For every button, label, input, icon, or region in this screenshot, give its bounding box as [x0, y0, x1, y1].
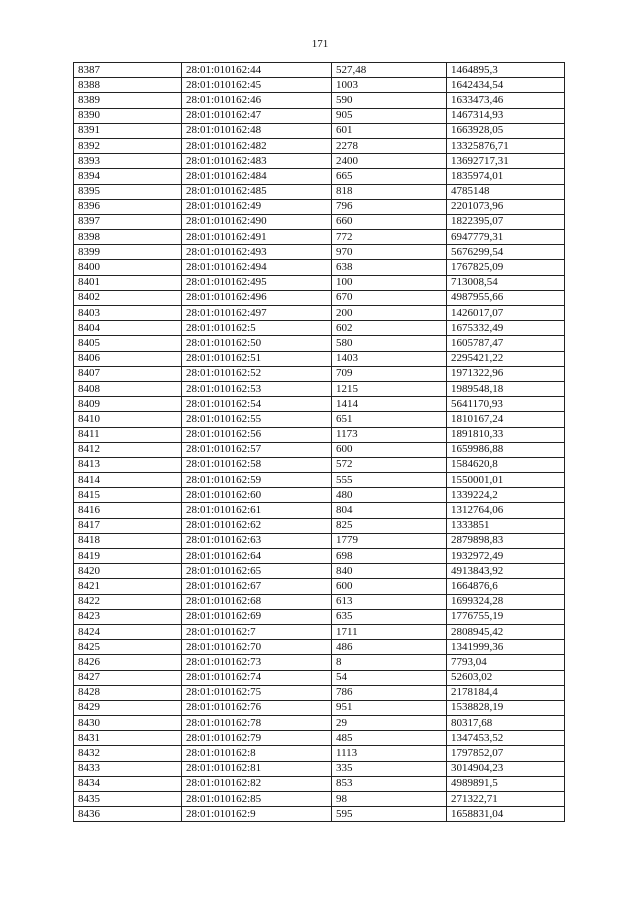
area-cell: 1711 — [332, 624, 447, 639]
cadastral-number-cell: 28:01:010162:70 — [182, 640, 332, 655]
area-cell: 580 — [332, 336, 447, 351]
area-cell: 8 — [332, 655, 447, 670]
row-number-cell: 8427 — [74, 670, 182, 685]
row-number-cell: 8436 — [74, 807, 182, 822]
row-number-cell: 8400 — [74, 260, 182, 275]
cadastral-number-cell: 28:01:010162:67 — [182, 579, 332, 594]
value-cell: 6947779,31 — [447, 230, 565, 245]
table-row — [74, 138, 565, 153]
row-number-cell: 8391 — [74, 123, 182, 138]
table-row — [74, 488, 565, 503]
value-cell: 1467314,93 — [447, 108, 565, 123]
value-cell: 1989548,18 — [447, 381, 565, 396]
cadastral-number-cell: 28:01:010162:497 — [182, 306, 332, 321]
table-row — [74, 503, 565, 518]
area-cell: 485 — [332, 731, 447, 746]
table-row — [74, 761, 565, 776]
cadastral-number-cell: 28:01:010162:484 — [182, 169, 332, 184]
value-cell: 1664876,6 — [447, 579, 565, 594]
value-cell: 4989891,5 — [447, 776, 565, 791]
value-cell: 4785148 — [447, 184, 565, 199]
area-cell: 796 — [332, 199, 447, 214]
table-row — [74, 245, 565, 260]
table-row — [74, 473, 565, 488]
cadastral-number-cell: 28:01:010162:76 — [182, 700, 332, 715]
cadastral-number-cell: 28:01:010162:75 — [182, 685, 332, 700]
value-cell: 2201073,96 — [447, 199, 565, 214]
value-cell: 1633473,46 — [447, 93, 565, 108]
table-row — [74, 397, 565, 412]
value-cell: 1426017,07 — [447, 306, 565, 321]
value-cell: 1312764,06 — [447, 503, 565, 518]
area-cell: 600 — [332, 442, 447, 457]
table-row — [74, 275, 565, 290]
cadastral-number-cell: 28:01:010162:85 — [182, 792, 332, 807]
row-number-cell: 8394 — [74, 169, 182, 184]
cadastral-number-cell: 28:01:010162:60 — [182, 488, 332, 503]
value-cell: 2879898,83 — [447, 533, 565, 548]
table-row — [74, 670, 565, 685]
area-cell: 698 — [332, 549, 447, 564]
table-row — [74, 78, 565, 93]
cadastral-number-cell: 28:01:010162:69 — [182, 609, 332, 624]
row-number-cell: 8408 — [74, 381, 182, 396]
value-cell: 1659986,88 — [447, 442, 565, 457]
table-row — [74, 63, 565, 78]
cadastral-number-cell: 28:01:010162:54 — [182, 397, 332, 412]
area-cell: 29 — [332, 716, 447, 731]
table-row — [74, 230, 565, 245]
row-number-cell: 8417 — [74, 518, 182, 533]
cadastral-number-cell: 28:01:010162:5 — [182, 321, 332, 336]
area-cell: 1779 — [332, 533, 447, 548]
value-cell: 1333851 — [447, 518, 565, 533]
row-number-cell: 8403 — [74, 306, 182, 321]
cadastral-number-cell: 28:01:010162:490 — [182, 214, 332, 229]
cadastral-number-cell: 28:01:010162:59 — [182, 473, 332, 488]
table-row — [74, 655, 565, 670]
table-row — [74, 457, 565, 472]
row-number-cell: 8419 — [74, 549, 182, 564]
area-cell: 1414 — [332, 397, 447, 412]
table-row — [74, 366, 565, 381]
value-cell: 80317,68 — [447, 716, 565, 731]
table-row — [74, 169, 565, 184]
value-cell: 1642434,54 — [447, 78, 565, 93]
area-cell: 638 — [332, 260, 447, 275]
row-number-cell: 8431 — [74, 731, 182, 746]
area-cell: 853 — [332, 776, 447, 791]
table-row — [74, 199, 565, 214]
cadastral-number-cell: 28:01:010162:494 — [182, 260, 332, 275]
area-cell: 600 — [332, 579, 447, 594]
value-cell: 1675332,49 — [447, 321, 565, 336]
table-row — [74, 336, 565, 351]
area-cell: 635 — [332, 609, 447, 624]
cadastral-number-cell: 28:01:010162:50 — [182, 336, 332, 351]
area-cell: 527,48 — [332, 63, 447, 78]
value-cell: 4913843,92 — [447, 564, 565, 579]
value-cell: 1658831,04 — [447, 807, 565, 822]
row-number-cell: 8389 — [74, 93, 182, 108]
value-cell: 5676299,54 — [447, 245, 565, 260]
area-cell: 786 — [332, 685, 447, 700]
area-cell: 1113 — [332, 746, 447, 761]
value-cell: 2178184,4 — [447, 685, 565, 700]
cadastral-number-cell: 28:01:010162:53 — [182, 381, 332, 396]
area-cell: 601 — [332, 123, 447, 138]
cadastral-number-cell: 28:01:010162:483 — [182, 154, 332, 169]
row-number-cell: 8430 — [74, 716, 182, 731]
area-cell: 2278 — [332, 138, 447, 153]
area-cell: 709 — [332, 366, 447, 381]
cadastral-number-cell: 28:01:010162:61 — [182, 503, 332, 518]
table-row — [74, 260, 565, 275]
area-cell: 200 — [332, 306, 447, 321]
area-cell: 555 — [332, 473, 447, 488]
value-cell: 1971322,96 — [447, 366, 565, 381]
cadastral-table — [73, 62, 565, 822]
area-cell: 602 — [332, 321, 447, 336]
row-number-cell: 8402 — [74, 290, 182, 305]
table-row — [74, 731, 565, 746]
area-cell: 1215 — [332, 381, 447, 396]
cadastral-number-cell: 28:01:010162:68 — [182, 594, 332, 609]
area-cell: 335 — [332, 761, 447, 776]
area-cell: 572 — [332, 457, 447, 472]
table-row — [74, 579, 565, 594]
row-number-cell: 8397 — [74, 214, 182, 229]
value-cell: 1797852,07 — [447, 746, 565, 761]
table-row — [74, 746, 565, 761]
row-number-cell: 8420 — [74, 564, 182, 579]
value-cell: 1822395,07 — [447, 214, 565, 229]
table-row — [74, 427, 565, 442]
cadastral-number-cell: 28:01:010162:491 — [182, 230, 332, 245]
table-row — [74, 640, 565, 655]
row-number-cell: 8422 — [74, 594, 182, 609]
row-number-cell: 8393 — [74, 154, 182, 169]
value-cell: 1464895,3 — [447, 63, 565, 78]
cadastral-number-cell: 28:01:010162:58 — [182, 457, 332, 472]
table-row — [74, 381, 565, 396]
area-cell: 651 — [332, 412, 447, 427]
cadastral-number-cell: 28:01:010162:52 — [182, 366, 332, 381]
area-cell: 905 — [332, 108, 447, 123]
area-cell: 660 — [332, 214, 447, 229]
cadastral-number-cell: 28:01:010162:74 — [182, 670, 332, 685]
area-cell: 1003 — [332, 78, 447, 93]
cadastral-number-cell: 28:01:010162:55 — [182, 412, 332, 427]
row-number-cell: 8413 — [74, 457, 182, 472]
cadastral-number-cell: 28:01:010162:82 — [182, 776, 332, 791]
value-cell: 1347453,52 — [447, 731, 565, 746]
row-number-cell: 8387 — [74, 63, 182, 78]
cadastral-number-cell: 28:01:010162:65 — [182, 564, 332, 579]
row-number-cell: 8407 — [74, 366, 182, 381]
cadastral-number-cell: 28:01:010162:49 — [182, 199, 332, 214]
value-cell: 4987955,66 — [447, 290, 565, 305]
table-body — [74, 63, 565, 822]
cadastral-number-cell: 28:01:010162:81 — [182, 761, 332, 776]
row-number-cell: 8411 — [74, 427, 182, 442]
cadastral-number-cell: 28:01:010162:56 — [182, 427, 332, 442]
cadastral-number-cell: 28:01:010162:482 — [182, 138, 332, 153]
table-row — [74, 549, 565, 564]
cadastral-number-cell: 28:01:010162:62 — [182, 518, 332, 533]
value-cell: 271322,71 — [447, 792, 565, 807]
row-number-cell: 8421 — [74, 579, 182, 594]
cadastral-number-cell: 28:01:010162:7 — [182, 624, 332, 639]
value-cell: 1776755,19 — [447, 609, 565, 624]
row-number-cell: 8434 — [74, 776, 182, 791]
value-cell: 1810167,24 — [447, 412, 565, 427]
table-row — [74, 306, 565, 321]
row-number-cell: 8424 — [74, 624, 182, 639]
cadastral-number-cell: 28:01:010162:46 — [182, 93, 332, 108]
row-number-cell: 8429 — [74, 700, 182, 715]
value-cell: 713008,54 — [447, 275, 565, 290]
row-number-cell: 8415 — [74, 488, 182, 503]
value-cell: 1605787,47 — [447, 336, 565, 351]
table-row — [74, 442, 565, 457]
cadastral-number-cell: 28:01:010162:9 — [182, 807, 332, 822]
table-row — [74, 624, 565, 639]
row-number-cell: 8401 — [74, 275, 182, 290]
area-cell: 1173 — [332, 427, 447, 442]
table-row — [74, 594, 565, 609]
row-number-cell: 8406 — [74, 351, 182, 366]
area-cell: 840 — [332, 564, 447, 579]
area-cell: 825 — [332, 518, 447, 533]
value-cell: 1550001,01 — [447, 473, 565, 488]
row-number-cell: 8404 — [74, 321, 182, 336]
value-cell: 1932972,49 — [447, 549, 565, 564]
row-number-cell: 8416 — [74, 503, 182, 518]
value-cell: 1339224,2 — [447, 488, 565, 503]
table-row — [74, 807, 565, 822]
table-row — [74, 533, 565, 548]
row-number-cell: 8418 — [74, 533, 182, 548]
area-cell: 951 — [332, 700, 447, 715]
table-row — [74, 716, 565, 731]
cadastral-number-cell: 28:01:010162:79 — [182, 731, 332, 746]
area-cell: 480 — [332, 488, 447, 503]
value-cell: 13325876,71 — [447, 138, 565, 153]
cadastral-number-cell: 28:01:010162:63 — [182, 533, 332, 548]
table-row — [74, 792, 565, 807]
cadastral-number-cell: 28:01:010162:47 — [182, 108, 332, 123]
table-row — [74, 700, 565, 715]
value-cell: 1891810,33 — [447, 427, 565, 442]
row-number-cell: 8432 — [74, 746, 182, 761]
value-cell: 1699324,28 — [447, 594, 565, 609]
table-row — [74, 214, 565, 229]
value-cell: 3014904,23 — [447, 761, 565, 776]
area-cell: 590 — [332, 93, 447, 108]
row-number-cell: 8398 — [74, 230, 182, 245]
value-cell: 5641170,93 — [447, 397, 565, 412]
table-row — [74, 93, 565, 108]
area-cell: 772 — [332, 230, 447, 245]
row-number-cell: 8388 — [74, 78, 182, 93]
cadastral-number-cell: 28:01:010162:493 — [182, 245, 332, 260]
value-cell: 1538828,19 — [447, 700, 565, 715]
row-number-cell: 8399 — [74, 245, 182, 260]
row-number-cell: 8433 — [74, 761, 182, 776]
row-number-cell: 8409 — [74, 397, 182, 412]
table-row — [74, 108, 565, 123]
table-row — [74, 351, 565, 366]
area-cell: 2400 — [332, 154, 447, 169]
table-row — [74, 518, 565, 533]
value-cell: 1835974,01 — [447, 169, 565, 184]
cadastral-number-cell: 28:01:010162:485 — [182, 184, 332, 199]
row-number-cell: 8392 — [74, 138, 182, 153]
cadastral-number-cell: 28:01:010162:64 — [182, 549, 332, 564]
row-number-cell: 8405 — [74, 336, 182, 351]
cadastral-number-cell: 28:01:010162:495 — [182, 275, 332, 290]
cadastral-number-cell: 28:01:010162:57 — [182, 442, 332, 457]
value-cell: 1767825,09 — [447, 260, 565, 275]
cadastral-number-cell: 28:01:010162:44 — [182, 63, 332, 78]
row-number-cell: 8435 — [74, 792, 182, 807]
area-cell: 54 — [332, 670, 447, 685]
value-cell: 13692717,31 — [447, 154, 565, 169]
row-number-cell: 8423 — [74, 609, 182, 624]
value-cell: 1341999,36 — [447, 640, 565, 655]
row-number-cell: 8390 — [74, 108, 182, 123]
value-cell: 1584620,8 — [447, 457, 565, 472]
page-number: 171 — [311, 38, 329, 50]
value-cell: 2295421,22 — [447, 351, 565, 366]
table-row — [74, 412, 565, 427]
area-cell: 1403 — [332, 351, 447, 366]
table-row — [74, 685, 565, 700]
area-cell: 804 — [332, 503, 447, 518]
area-cell: 818 — [332, 184, 447, 199]
cadastral-number-cell: 28:01:010162:51 — [182, 351, 332, 366]
value-cell: 2808945,42 — [447, 624, 565, 639]
value-cell: 7793,04 — [447, 655, 565, 670]
value-cell: 52603,02 — [447, 670, 565, 685]
table-row — [74, 609, 565, 624]
row-number-cell: 8412 — [74, 442, 182, 457]
row-number-cell: 8426 — [74, 655, 182, 670]
row-number-cell: 8395 — [74, 184, 182, 199]
table-row — [74, 776, 565, 791]
area-cell: 970 — [332, 245, 447, 260]
value-cell: 1663928,05 — [447, 123, 565, 138]
table-row — [74, 321, 565, 336]
cadastral-number-cell: 28:01:010162:8 — [182, 746, 332, 761]
area-cell: 98 — [332, 792, 447, 807]
table-row — [74, 564, 565, 579]
cadastral-number-cell: 28:01:010162:78 — [182, 716, 332, 731]
area-cell: 486 — [332, 640, 447, 655]
row-number-cell: 8414 — [74, 473, 182, 488]
cadastral-number-cell: 28:01:010162:48 — [182, 123, 332, 138]
area-cell: 595 — [332, 807, 447, 822]
table-row — [74, 154, 565, 169]
table-row — [74, 184, 565, 199]
table-row — [74, 123, 565, 138]
row-number-cell: 8410 — [74, 412, 182, 427]
cadastral-number-cell: 28:01:010162:45 — [182, 78, 332, 93]
area-cell: 100 — [332, 275, 447, 290]
cadastral-number-cell: 28:01:010162:496 — [182, 290, 332, 305]
row-number-cell: 8428 — [74, 685, 182, 700]
row-number-cell: 8425 — [74, 640, 182, 655]
area-cell: 670 — [332, 290, 447, 305]
row-number-cell: 8396 — [74, 199, 182, 214]
area-cell: 613 — [332, 594, 447, 609]
cadastral-number-cell: 28:01:010162:73 — [182, 655, 332, 670]
area-cell: 665 — [332, 169, 447, 184]
table-row — [74, 290, 565, 305]
